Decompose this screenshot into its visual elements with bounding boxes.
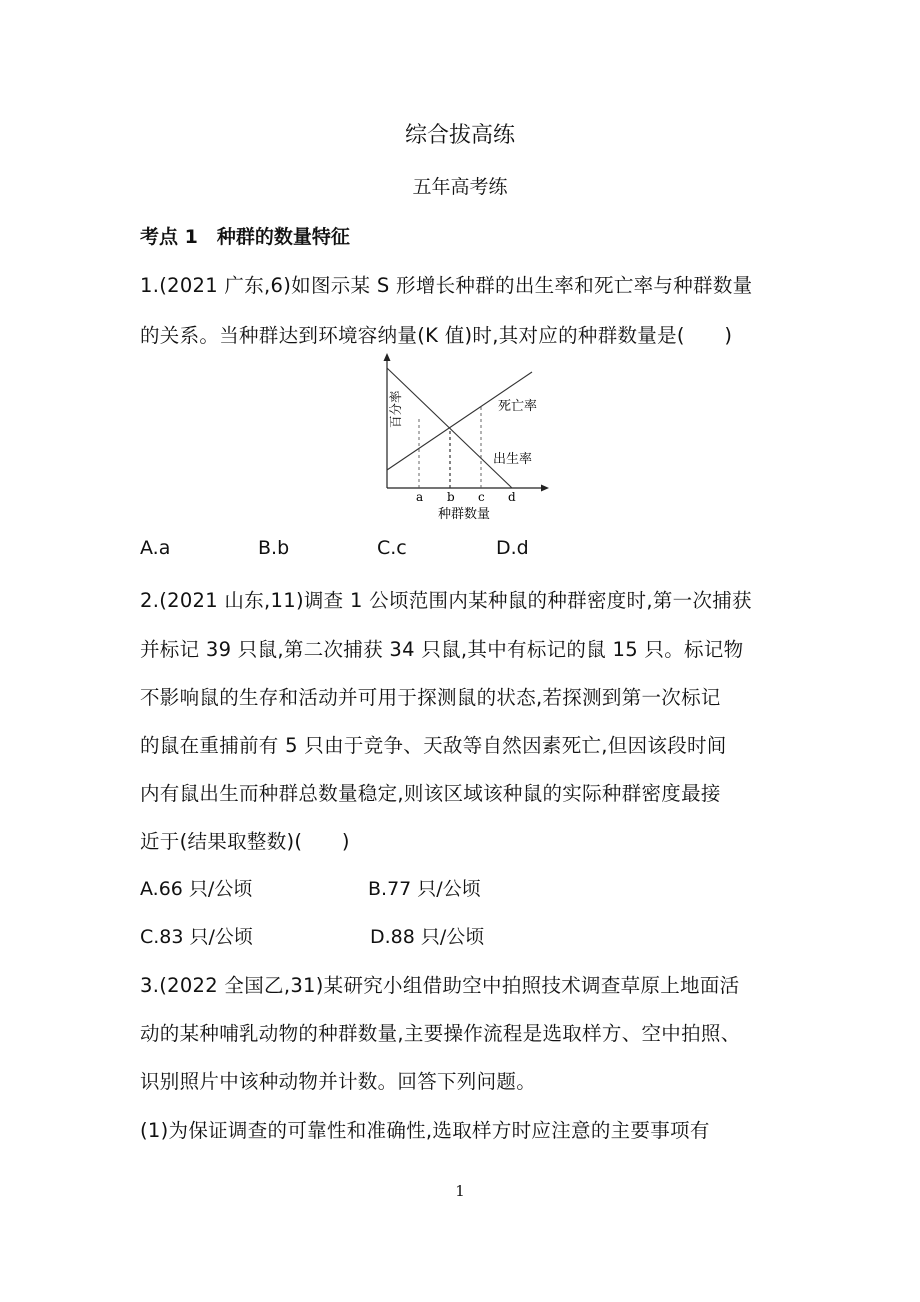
question-2-line-6: 近于(结果取整数)( ) [140, 830, 350, 853]
page-subtitle: 五年高考练 [412, 176, 508, 198]
y-axis-label: 百分率 [388, 390, 403, 428]
q1-option-b: B.b [258, 537, 290, 559]
tick-c: c [478, 490, 485, 504]
y-axis-arrow [384, 353, 391, 361]
q2-option-b: B.77 只/公顷 [368, 878, 481, 900]
q1-option-d: D.d [496, 537, 529, 559]
question-1-line-1: 1.(2021 广东,6)如图示某 S 形增长种群的出生率和死亡率与种群数量 [140, 274, 753, 297]
question-3-line-3: 识别照片中该种动物并计数。回答下列问题。 [140, 1070, 537, 1093]
x-axis-arrow [541, 485, 549, 492]
q1-option-c: C.c [377, 537, 407, 559]
x-axis-label: 种群数量 [438, 507, 491, 522]
page-number: 1 [455, 1182, 465, 1200]
question-1-line-2: 的关系。当种群达到环境容纳量(K 值)时,其对应的种群数量是( ) [140, 324, 733, 347]
question-3-line-1: 3.(2022 全国乙,31)某研究小组借助空中拍照技术调查草原上地面活 [140, 974, 740, 997]
q2-option-d: D.88 只/公顷 [370, 926, 485, 948]
question-2-line-4: 的鼠在重捕前有 5 只由于竞争、天敌等自然因素死亡,但因该段时间 [140, 734, 727, 757]
question-2-line-2: 并标记 39 只鼠,第二次捕获 34 只鼠,其中有标记的鼠 15 只。标记物 [140, 638, 744, 661]
q1-option-a: A.a [140, 537, 171, 559]
question-3-line-2: 动的某种哺乳动物的种群数量,主要操作流程是选取样方、空中拍照、 [140, 1022, 741, 1045]
question-2-line-3: 不影响鼠的生存和活动并可用于探测鼠的状态,若探测到第一次标记 [140, 686, 721, 709]
tick-d: d [508, 490, 516, 504]
q2-option-a: A.66 只/公顷 [140, 878, 253, 900]
page-title: 综合拔高练 [404, 123, 515, 148]
death-rate-label: 死亡率 [498, 399, 538, 414]
birth-death-rate-figure [360, 350, 560, 525]
question-2-line-5: 内有鼠出生而种群总数量稳定,则该区域该种鼠的实际种群密度最接 [140, 782, 721, 805]
question-3-subquestion-1: (1)为保证调查的可靠性和准确性,选取样方时应注意的主要事项有 [140, 1119, 710, 1142]
question-2-line-1: 2.(2021 山东,11)调查 1 公顷范围内某种鼠的种群密度时,第一次捕获 [140, 589, 752, 612]
tick-b: b [447, 490, 455, 504]
q2-option-c: C.83 只/公顷 [140, 926, 253, 948]
tick-a: a [416, 490, 424, 504]
section-heading: 考点 1 种群的数量特征 [140, 226, 350, 248]
birth-rate-label: 出生率 [493, 452, 533, 467]
